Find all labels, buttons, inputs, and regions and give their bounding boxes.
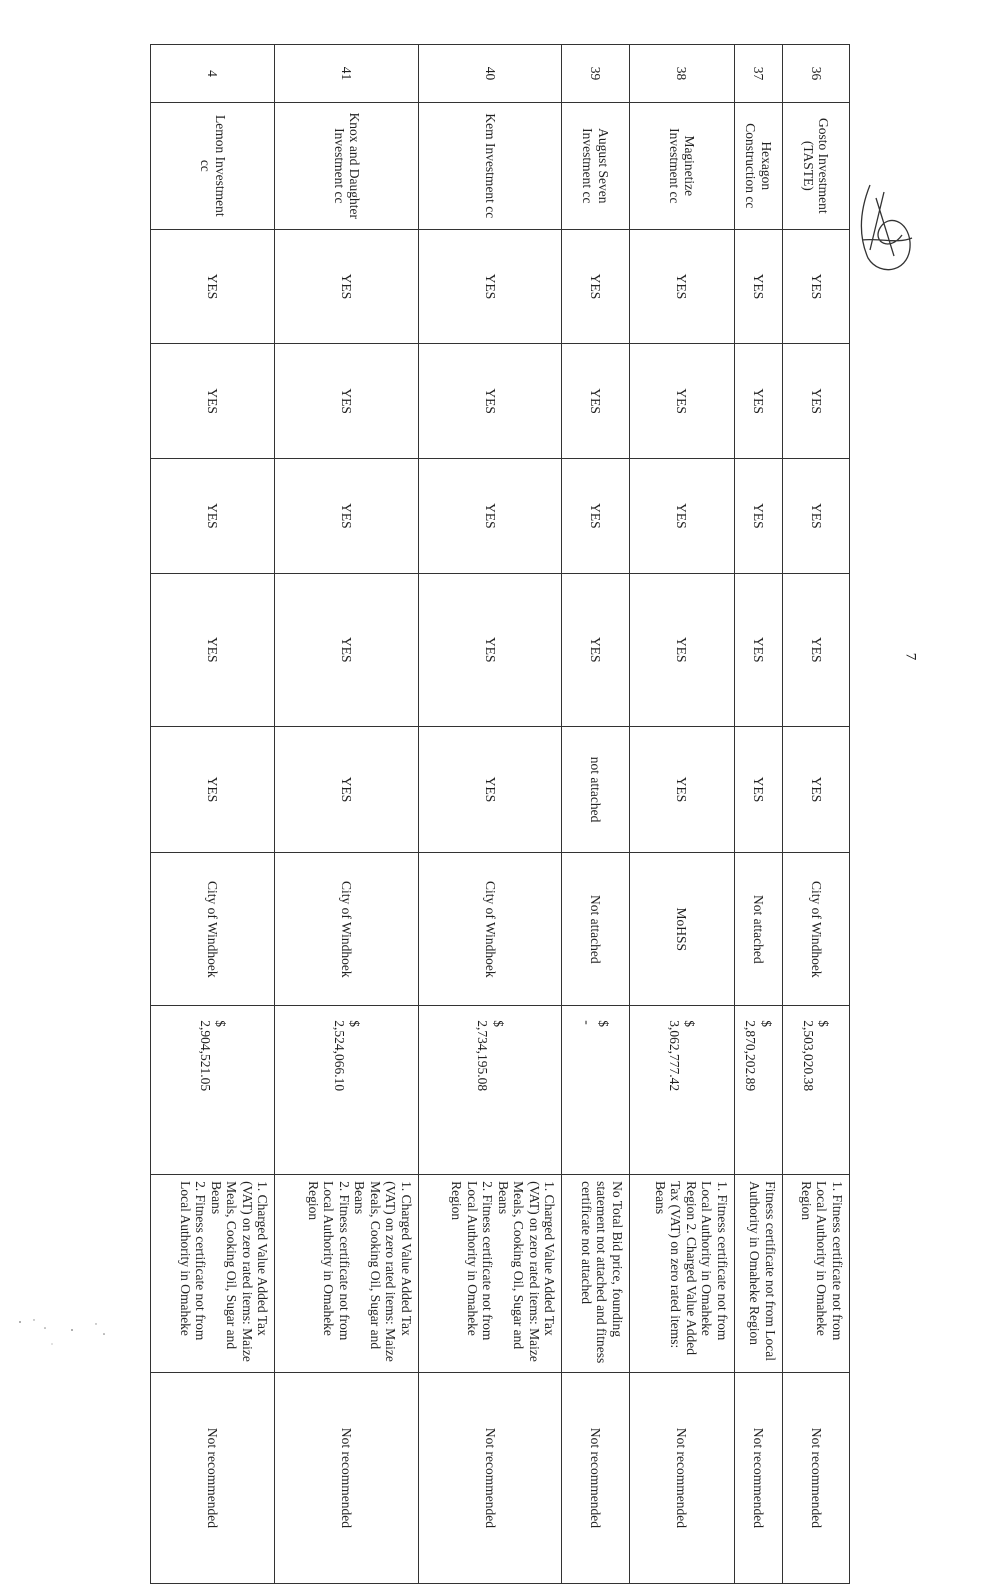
recommendation-cell: Not recommended bbox=[782, 1372, 849, 1583]
criterion-1-cell: YES bbox=[151, 229, 275, 344]
table-row bbox=[562, 45, 629, 1584]
criterion-3-cell: YES bbox=[734, 459, 782, 574]
row-number-cell: 41 bbox=[275, 45, 418, 103]
row-number-cell: 37 bbox=[734, 45, 782, 103]
criterion-1-cell: YES bbox=[629, 229, 734, 344]
amount-value: - bbox=[580, 1020, 596, 1025]
criterion-4-cell: YES bbox=[782, 573, 849, 726]
fitness-authority-cell: MoHSS bbox=[629, 853, 734, 1006]
amount-value: 2,870,202.89 bbox=[743, 1020, 759, 1092]
fitness-authority-cell: City of Windhoek bbox=[151, 853, 275, 1006]
criterion-2-cell: YES bbox=[418, 344, 561, 459]
remarks-cell bbox=[734, 1175, 782, 1373]
bidder-name-cell: Knox and Daughter Investment cc bbox=[275, 103, 418, 230]
criterion-4-cell: YES bbox=[418, 573, 561, 726]
currency-symbol: $ bbox=[758, 1020, 774, 1028]
criterion-5-cell: not attached bbox=[562, 726, 629, 853]
criterion-5-cell: YES bbox=[275, 726, 418, 853]
bid-amount-cell bbox=[629, 1006, 734, 1175]
criterion-5-cell: YES bbox=[418, 726, 561, 853]
evaluation-table-container bbox=[150, 44, 850, 1584]
page-number: 7 bbox=[902, 652, 919, 661]
criterion-2-cell: YES bbox=[151, 344, 275, 459]
row-number-cell: 39 bbox=[562, 45, 629, 103]
criterion-3-cell: YES bbox=[629, 459, 734, 574]
amount-value: 2,904,521.05 bbox=[197, 1020, 213, 1092]
bid-amount-cell bbox=[151, 1006, 275, 1175]
fitness-authority-cell: City of Windhoek bbox=[275, 853, 418, 1006]
remarks-cell bbox=[151, 1175, 275, 1373]
currency-symbol: $ bbox=[596, 1020, 611, 1028]
currency-symbol: $ bbox=[816, 1020, 832, 1028]
currency-symbol: $ bbox=[682, 1020, 698, 1028]
criterion-1-cell: YES bbox=[418, 229, 561, 344]
table-row bbox=[151, 45, 275, 1584]
recommendation-cell: Not recommended bbox=[734, 1372, 782, 1583]
row-number-cell: 40 bbox=[418, 45, 561, 103]
criterion-2-cell: YES bbox=[734, 344, 782, 459]
remarks-cell bbox=[782, 1175, 849, 1373]
remark-line: 1. Fitness certificate not from Local Authority in Omaheke Region 2. Charged Value Added Tax (VAT) on zero rated items: Beans bbox=[652, 1181, 730, 1355]
remark-line: 2. Fitness certificate not from Local Authority in Omaheke Region bbox=[305, 1181, 352, 1341]
bid-evaluation-table bbox=[150, 44, 850, 1584]
criterion-3-cell: YES bbox=[782, 459, 849, 574]
criterion-3-cell: YES bbox=[418, 459, 561, 574]
table-row bbox=[275, 45, 418, 1584]
table-row bbox=[782, 45, 849, 1584]
table-row bbox=[418, 45, 561, 1584]
criterion-5-cell: YES bbox=[782, 726, 849, 853]
criterion-5-cell: YES bbox=[734, 726, 782, 853]
row-number-cell: 4 bbox=[151, 45, 275, 103]
fitness-authority-cell: City of Windhoek bbox=[782, 853, 849, 1006]
criterion-2-cell: YES bbox=[782, 344, 849, 459]
bidder-name-cell: Kem Investment cc bbox=[418, 103, 561, 230]
bidder-name-cell: Lemon Investment cc bbox=[151, 103, 275, 230]
remarks-cell bbox=[562, 1175, 629, 1373]
currency-symbol: $ bbox=[490, 1020, 506, 1028]
criterion-1-cell: YES bbox=[562, 229, 629, 344]
criterion-2-cell: YES bbox=[629, 344, 734, 459]
amount-value: 3,062,777.42 bbox=[666, 1020, 682, 1092]
criterion-5-cell: YES bbox=[151, 726, 275, 853]
remarks-cell bbox=[629, 1175, 734, 1373]
criterion-3-cell: YES bbox=[151, 459, 275, 574]
fitness-authority-cell: Not attached bbox=[734, 853, 782, 1006]
criterion-4-cell: YES bbox=[734, 573, 782, 726]
criterion-1-cell: YES bbox=[734, 229, 782, 344]
recommendation-cell: Not recommended bbox=[275, 1372, 418, 1583]
currency-symbol: $ bbox=[213, 1020, 229, 1028]
currency-symbol: $ bbox=[347, 1020, 363, 1028]
bidder-name-cell: Gosto Investment (TASTE) bbox=[782, 103, 849, 230]
remark-line: 1. Charged Value Added Tax (VAT) on zero rated items: Maize Meals, Cooking Oil, Sugar and Beans bbox=[208, 1181, 271, 1362]
row-number-cell: 36 bbox=[782, 45, 849, 103]
table-row bbox=[734, 45, 782, 1584]
fitness-authority-cell: Not attached bbox=[562, 853, 629, 1006]
criterion-4-cell: YES bbox=[562, 573, 629, 726]
bid-amount-cell bbox=[782, 1006, 849, 1175]
bid-amount-cell bbox=[562, 1006, 629, 1175]
criterion-3-cell: YES bbox=[275, 459, 418, 574]
criterion-4-cell: YES bbox=[629, 573, 734, 726]
bid-amount-cell bbox=[418, 1006, 561, 1175]
fitness-authority-cell: City of Windhoek bbox=[418, 853, 561, 1006]
criterion-4-cell: YES bbox=[151, 573, 275, 726]
recommendation-cell: Not recommended bbox=[629, 1372, 734, 1583]
table-body bbox=[151, 45, 850, 1584]
scan-specks bbox=[0, 1300, 140, 1414]
remark-line: 1. Charged Value Added Tax (VAT) on zero rated items: Maize Meals, Cooking Oil, Sugar and Beans bbox=[495, 1181, 558, 1362]
remark-line: 1. Fitness certificate not from Local Authority in Omaheke Region bbox=[798, 1181, 845, 1341]
remark-line: 2. Fitness certificate not from Local Authority in Omaheke bbox=[177, 1181, 209, 1341]
bidder-name-cell: August Seven Investment cc bbox=[562, 103, 629, 230]
recommendation-cell: Not recommended bbox=[151, 1372, 275, 1583]
remark-line: 1. Charged Value Added Tax (VAT) on zero rated items: Maize Meals, Cooking Oil, Sugar and Beans bbox=[352, 1181, 414, 1362]
recommendation-cell: Not recommended bbox=[418, 1372, 561, 1583]
amount-value: 2,734,195.08 bbox=[475, 1020, 491, 1092]
remark-line: No Total Bid price, founding statement not attached and fitness certificate not attached bbox=[578, 1181, 625, 1364]
criterion-1-cell: YES bbox=[275, 229, 418, 344]
bid-amount-cell bbox=[275, 1006, 418, 1175]
amount-value: 2,503,020.38 bbox=[800, 1020, 816, 1092]
signature-scribble bbox=[850, 180, 920, 280]
remarks-cell bbox=[275, 1175, 418, 1373]
bid-amount-cell bbox=[734, 1006, 782, 1175]
remark-line: 2. Fitness certificate not from Local Authority in Omaheke Region bbox=[449, 1181, 496, 1341]
amount-value: 2,524,066.10 bbox=[331, 1020, 347, 1092]
bidder-name-cell: Hexagon Construction cc bbox=[734, 103, 782, 230]
recommendation-cell: Not recommended bbox=[562, 1372, 629, 1583]
criterion-4-cell: YES bbox=[275, 573, 418, 726]
criterion-1-cell: YES bbox=[782, 229, 849, 344]
bidder-name-cell: Maginetize Investment cc bbox=[629, 103, 734, 230]
remarks-cell bbox=[418, 1175, 561, 1373]
criterion-2-cell: YES bbox=[275, 344, 418, 459]
table-row bbox=[629, 45, 734, 1584]
criterion-5-cell: YES bbox=[629, 726, 734, 853]
row-number-cell: 38 bbox=[629, 45, 734, 103]
criterion-2-cell: YES bbox=[562, 344, 629, 459]
remark-line: Fitness certificate not from Local Authority in Omaheke Region bbox=[747, 1181, 778, 1362]
criterion-3-cell: YES bbox=[562, 459, 629, 574]
